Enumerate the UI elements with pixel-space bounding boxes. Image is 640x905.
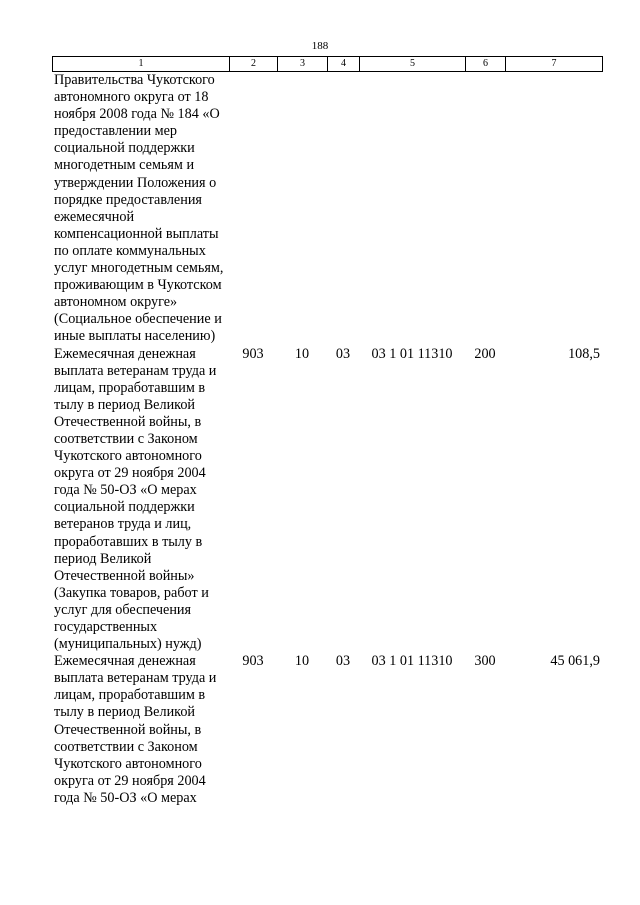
row-subsection: 03 (335, 653, 351, 670)
table-row (52, 346, 602, 654)
table-row (52, 72, 602, 346)
row-subsection: 03 (335, 345, 351, 362)
row-expense-kind: 300 (474, 653, 496, 670)
header-col-1: 1 (53, 57, 230, 72)
header-col-7: 7 (506, 57, 603, 72)
page-number: 188 (311, 40, 329, 52)
row-org-code: 903 (242, 345, 264, 362)
row-target-article: 03 1 01 11310 (371, 653, 453, 670)
row-sum: 108,5 (568, 345, 600, 362)
row-section: 10 (294, 345, 310, 362)
row-description: Ежемесячная денежная выплата ветеранам труда и лицам, проработавшим в тылу в период Великой Отечественной войны, в соответствии с Законом Чукотского автономного округа от 29 ноября 2004 года № 50-ОЗ «О мерах социальной поддержки ветеранов труда и лиц, проработавших в тылу в период Великой Отечественной войны» (Закупка товаров, работ и услуг для обеспечения государственных (муниципальных) нужд) (54, 345, 217, 653)
column-number-header (52, 56, 603, 72)
row-org-code: 903 (242, 653, 264, 670)
table-row (52, 653, 602, 807)
row-description: Ежемесячная денежная выплата ветеранам труда и лицам, проработавшим в тылу в период Великой Отечественной войны, в соответствии с Законом Чукотского автономного округа от 29 ноября 2004 года № 50-ОЗ «О мерах (54, 653, 217, 806)
header-col-6: 6 (466, 57, 506, 72)
row-section: 10 (294, 653, 310, 670)
row-expense-kind: 200 (474, 345, 496, 362)
header-col-3: 3 (278, 57, 328, 72)
header-col-5: 5 (360, 57, 466, 72)
budget-table-body (52, 72, 602, 807)
row-target-article: 03 1 01 11310 (371, 345, 453, 362)
header-col-4: 4 (328, 57, 360, 72)
header-col-2: 2 (230, 57, 278, 72)
row-description: Правительства Чукотского автономного округа от 18 ноября 2008 года № 184 «О предоставлении мер социальной поддержки многодетным семьям и утверждении Положения о порядке предоставления ежемесячной компенсационной выплаты по оплате коммунальных услуг многодетным семьям, проживающим в Чукотском автономном округе» (Социальное обеспечение и иные выплаты населению) (54, 72, 224, 345)
row-sum: 45 061,9 (550, 653, 600, 670)
